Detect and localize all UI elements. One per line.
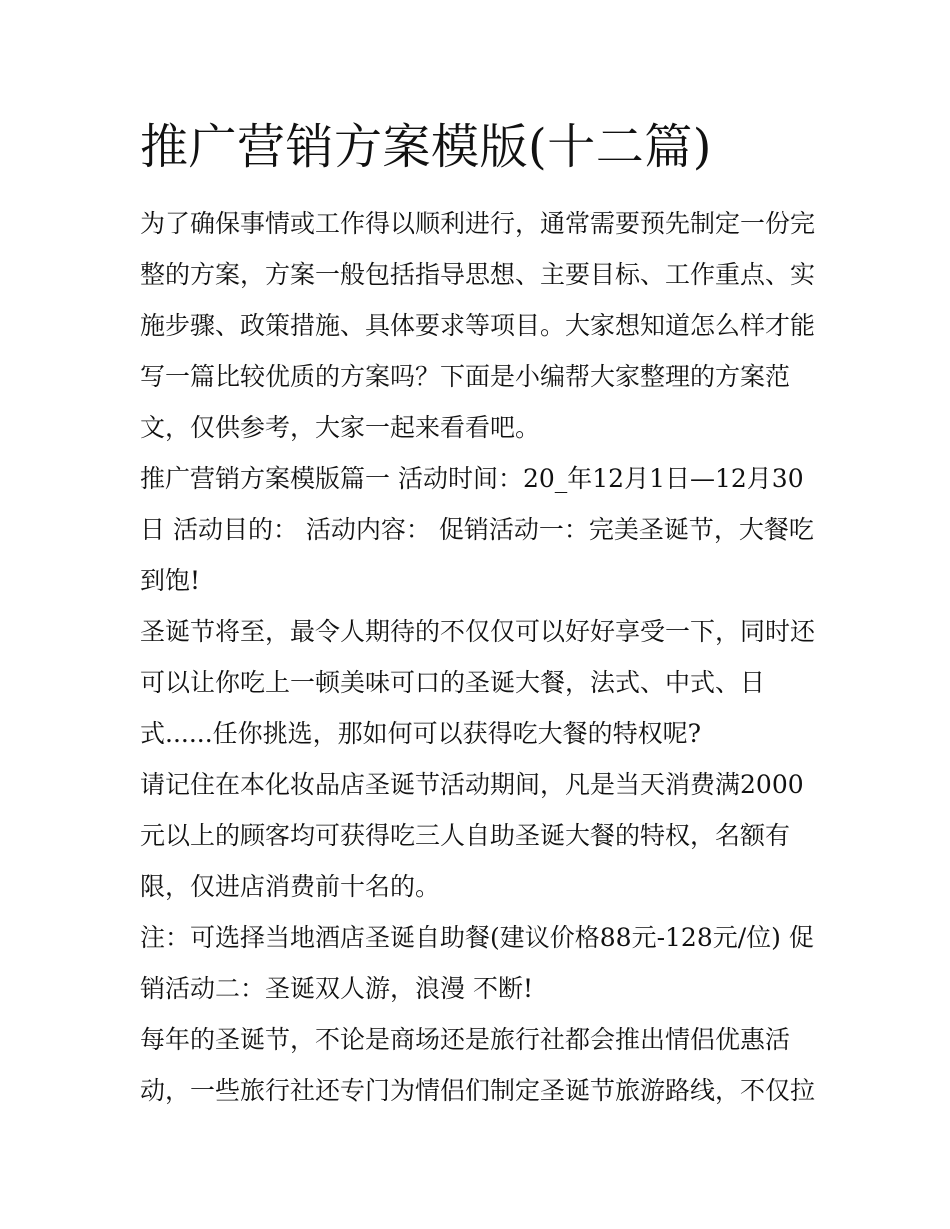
paragraph-store-offer: 请记住在本化妆品店圣诞节活动期间，凡是当天消费满2000元以上的顾客均可获得吃三人自助圣诞大餐的特权，名额有限，仅进店消费前十名的。 [140, 770, 804, 901]
paragraph-christmas-dinner: 圣诞节将至，最令人期待的不仅仅可以好好享受一下，同时还可以让你吃上一顿美味可口的圣诞大餐，法式、中式、日式......任你挑选，那如何可以获得吃大餐的特权呢? [140, 617, 816, 748]
paragraph-intro: 为了确保事情或工作得以顺利进行，通常需要预先制定一份完整的方案，方案一般包括指导思想、主要目标、工作重点、实施步骤、政策措施、具体要求等项目。大家想知道怎么样才能写一篇比较优质的方案吗？下面是小编帮大家整理的方案范文，仅供参考，大家一起来看看吧。 [140, 209, 816, 442]
document-title: 推广营销方案模版(十二篇) [140, 119, 712, 175]
paragraph-note: 注：可选择当地酒店圣诞自助餐(建议价格88元-128元/位) 促销活动二：圣诞双人游，浪漫 不断! [140, 923, 814, 1003]
document-page [140, 112, 820, 1116]
paragraph-couple-travel: 每年的圣诞节，不论是商场还是旅行社都会推出情侣优惠活动，一些旅行社还专门为情侣们制定圣诞节旅游路线，不仅拉 [140, 1025, 816, 1105]
paragraph-activity-overview: 推广营销方案模版篇一 活动时间：20_年12月1日—12月30日 活动目的： 活动内容： 促销活动一：完美圣诞节，大餐吃到饱! [140, 464, 814, 595]
